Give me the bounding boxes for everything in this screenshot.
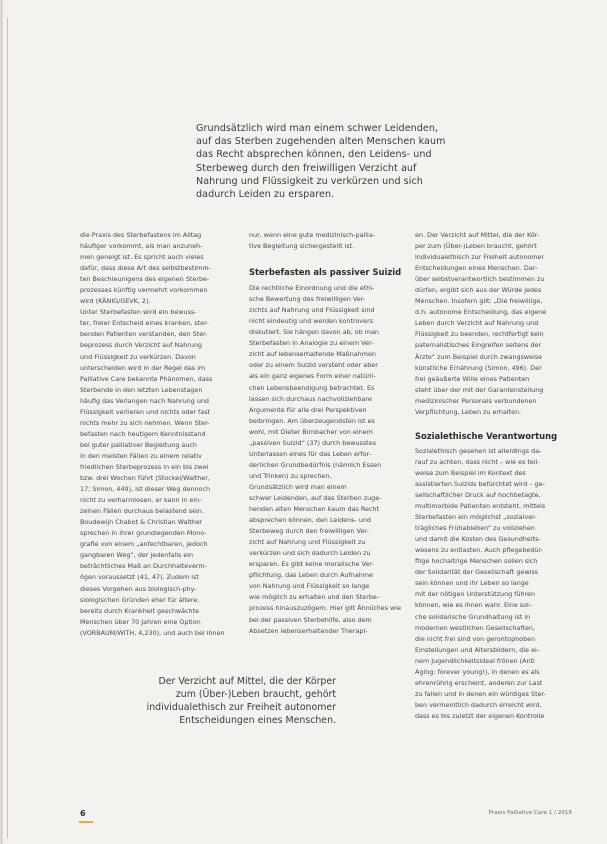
text-line: individualethisch zur Freiheit autonomer — [415, 253, 545, 262]
text-line: beibringen. Am überzeugendsten ist es — [249, 416, 375, 425]
text-line: mit der nötigen Unterstützung führen — [415, 590, 536, 599]
text-line: ten Beschleunigens des eigenen Sterbe- — [80, 275, 210, 284]
text-line: Sterbefasten ein möglichst „sozialver- — [415, 513, 537, 522]
text-line: nicht eindeutig und werden kontrovers — [249, 317, 374, 326]
text-line: dürfen, ergibt sich aus der Würde jedes — [415, 286, 542, 295]
section-heading-social-ethics: Sozialethische Verantwortung — [415, 430, 558, 441]
text-line: dass es bis zuletzt der eigenen Kontrolle — [415, 711, 545, 720]
text-line: ehrenrührig erscheint, anderen zur Last — [415, 678, 543, 687]
pull-quote-line: zum (Über-)Leben braucht, gehört — [175, 689, 336, 700]
text-line: weise zum Beispiel im Kontext des — [415, 468, 526, 477]
text-line: Sterbeweg durch den freiwilligen Ver- — [249, 527, 369, 536]
text-line: beprozess durch Verzicht auf Nahrung — [80, 341, 203, 350]
text-line: derlichen Grundbedürfnis (nämlich Essen — [249, 460, 382, 469]
text-line: gangbaren Weg“, der jedenfalls ein — [80, 551, 194, 560]
text-line: prozess hinauszuzögern. Hier gilt Ähnliches wie — [249, 604, 402, 613]
text-line: wohl, mit Dieter Birnbacher von einem — [249, 427, 373, 436]
text-line: nem Jugendlichkeitsideal frönen (Anti — [415, 656, 535, 665]
text-line: Menschen. Insofern gilt: „Die freiwillige, — [415, 297, 543, 306]
text-line: Ärzte“ zum Beispiel durch zwangsweise — [415, 352, 543, 361]
text-line: wesens zu entlasten. Auch pflegebedür- — [415, 546, 543, 555]
text-line: nicht zu verharmlosen, er kann in ein- — [80, 496, 202, 505]
text-line: henden alten Menschen kaum das Recht — [249, 505, 380, 514]
text-line: frei geäußerte Wille eines Patienten — [415, 374, 530, 383]
text-line: wird (KÄNIG/GEVK, 2). — [80, 297, 151, 306]
text-line: pflichtung, das Leben durch Aufnahme — [249, 571, 373, 580]
pull-quote-line: Entscheidungen eines Menschen. — [179, 715, 336, 726]
column-left — [80, 230, 232, 639]
text-line: d.h. autonome Entscheidung, das eigene — [415, 308, 547, 317]
text-line: ter, freier Entscheid eines kranken, ster- — [80, 319, 209, 328]
text-line: trägliches Frühableben“ zu vollziehen — [415, 524, 535, 533]
text-line: nur, wenn eine gute medizinisch-pallia- — [249, 231, 376, 239]
text-line: Einstellungen und Altersbildern, die ei- — [415, 645, 540, 654]
text-line: schwer Leidenden, auf das Sterben zuge- — [249, 493, 382, 502]
text-line: Die rechtliche Einordnung und die ethi- — [249, 284, 375, 293]
text-line: (VORBAUM/WITH, 4,230), und auch bei ihnen — [80, 628, 225, 637]
text-line: Verpflichtung, Leben zu erhalten. — [415, 407, 522, 416]
pull-quote-line: auf das Sterben zugehenden alten Menschen kaum — [196, 136, 446, 148]
text-line: sche Bewertung des freiwilligen Ver- — [249, 295, 366, 304]
text-line: zu fallen und in denen ein würdiges Ster- — [415, 689, 547, 698]
text-line: häufig das Verlangen nach Nahrung und — [80, 396, 209, 405]
text-line: Unter Sterbefasten wird ein bewuss- — [80, 308, 197, 317]
pull-quote-line: Der Verzicht auf Mittel, die der Körper — [158, 676, 336, 687]
text-line: zichts auf Nahrung und Flüssigkeit sind — [249, 306, 375, 315]
text-line: sellschaftlicher Druck auf hochbetagte, — [415, 490, 541, 499]
text-line: der Solidarität der Gesellschaft gewiss — [415, 568, 538, 577]
text-line: men geneigt ist. Es spricht auch vieles — [80, 253, 204, 262]
text-line: Grundsätzlich wird man einem — [249, 482, 347, 491]
pull-quote-line: dadurch Leiden zu ersparen. — [196, 189, 335, 201]
text-line: in den meisten Fällen zu einem relativ — [80, 451, 202, 460]
col3-body — [415, 446, 570, 722]
text-line: tive Begleitung sichergestellt ist. — [249, 242, 355, 251]
text-line: bei guter palliativer Begleitung auch — [80, 440, 197, 449]
text-line: befasten nach heutigem Kenntnisstand — [80, 429, 206, 438]
pull-quote-bottom — [96, 675, 336, 727]
text-line: dafür, dass diese Art des selbstbestimm- — [80, 264, 211, 273]
text-line: verkürzen und sich dadurch Leiden zu — [249, 549, 371, 558]
text-line: oder zu einem Suizid versteht oder aber — [249, 361, 378, 370]
text-line: Argumente für alle drei Perspektiven — [249, 405, 367, 414]
text-line: ftige hochaltrige Menschen sollen sich — [415, 557, 538, 566]
col2-body — [249, 283, 404, 637]
pull-quote-line: Sterbeweg durch den freiwilligen Verzicht auf — [196, 162, 417, 174]
text-line: Sterbende in den letzten Lebenstagen — [80, 385, 203, 394]
text-line: prozesses künftig vermehrt vorkommen — [80, 286, 208, 295]
section-heading-passive-suicide: Sterbefasten als passiver Suizid — [249, 267, 402, 278]
text-line: ben vermeintlich dadurch erreicht wird, — [415, 700, 542, 709]
text-line: Flüssigkeit zu beenden, rechtfertigt kein — [415, 330, 544, 339]
text-line: sprechen in ihrer grundlegenden Mono- — [80, 529, 207, 538]
text-line: unterscheiden wird in der Regel das im — [80, 363, 206, 372]
text-line: Sozialethisch gesehen ist allerdings da- — [415, 446, 542, 455]
pull-quote-top — [196, 122, 474, 201]
text-line: ersparen. Es gibt keine moralische Ver- — [249, 560, 374, 569]
text-line: per zum (Über-)Leben braucht, gehört — [415, 242, 537, 251]
text-line: und Trinken) zu sprechen. — [249, 471, 332, 480]
text-line: „passiven Suizid“ (37) durch bewusstes — [249, 438, 376, 447]
text-line: über selbstverantwortlich bestimmen zu — [415, 275, 545, 284]
text-line: assistierten Suizids befürchtet wird – ge- — [415, 479, 545, 488]
text-line: als ein ganz eigenes Form einer natürli- — [249, 372, 376, 381]
text-line: beträchtliches Maß an Durchhalteverm- — [80, 562, 207, 571]
text-line: und damit die Kosten des Gesundheits- — [415, 535, 541, 544]
text-line: dieses Vorgehen aus biologisch-phy- — [80, 584, 197, 593]
text-line: Aging: forever young!), in denen es als — [415, 667, 540, 676]
accent-line — [7, 18, 8, 838]
text-line: 17; Simon, 449), ist dieser Weg dennoch — [80, 485, 211, 494]
text-line: modernen westlichen Gesellschaften, — [415, 623, 535, 632]
folio-rule — [79, 821, 93, 823]
column-middle — [249, 230, 404, 637]
text-line: friedlichen Sterbeprozess in ein bis zwei — [80, 462, 209, 471]
text-line: zelnen Fällen durchaus belastend sein. — [80, 507, 204, 516]
text-line: Menschen über 70 Jahren eine Option — [80, 617, 201, 626]
footer-publication: Praxis Palliative Care 1 / 2018 — [488, 810, 572, 816]
text-line: siologischen Gründen eher für ältere, — [80, 595, 200, 604]
pull-quote-line: Grundsätzlich wird man einem schwer Leidenden, — [196, 123, 439, 134]
page-number: 6 — [80, 809, 86, 818]
text-line: Entscheidungen eines Menschen. Dar- — [415, 264, 538, 273]
text-line: können, wie es ihnen wahr. Eine sol- — [415, 601, 532, 610]
text-line: steht über der mit der Garantenstellung — [415, 385, 544, 394]
text-line: benden Patienten verstanden, den Ster- — [80, 330, 208, 339]
text-line: lassen sich durchaus nachvollziehbare — [249, 394, 372, 403]
text-line: sein können und ihr Leben so lange — [415, 579, 529, 588]
pull-quote-line: das Recht absprechen können, den Leidens- und — [196, 149, 432, 161]
text-line: zicht auf lebenserhaltende Maßnahmen — [249, 350, 376, 359]
text-line: Palliative Care bekannte Phänomen, dass — [80, 374, 213, 383]
text-line: Boudewijn Chabot & Christian Walther — [80, 518, 203, 527]
text-line: chen Lebensbeendigung betrachtet. Es — [249, 383, 375, 392]
text-line: grafie von einem „anfechtbaren, jedoch — [80, 540, 208, 549]
text-line: häufiger vorkommt, als man anzuneh- — [80, 242, 203, 251]
text-line: und Flüssigkeit zu verkürzen. Davon — [80, 352, 196, 361]
text-line: von Nahrung und Flüssigkeit so lange — [249, 582, 370, 591]
text-line: nichts mehr zu sich nehmen. Wenn Ster- — [80, 418, 210, 427]
text-line: künstliche Ernährung (Simon, 496). Der — [415, 363, 542, 372]
col3-intro — [415, 230, 570, 418]
pull-quote-line: Nahrung und Flüssigkeit zu verkürzen und sich — [196, 175, 423, 187]
text-line: multimorbide Patienten entsteht, mittels — [415, 502, 546, 511]
text-line: Sterbefasten in Analogie zu einem Ver- — [249, 339, 374, 348]
pull-quote-line: individualethisch zur Freiheit autonomer — [146, 702, 336, 713]
text-line: diskutiert. Sie hängen davon ab, ob man — [249, 328, 379, 337]
page-edge — [0, 0, 3, 844]
column-right — [415, 230, 570, 722]
text-line: Flüssigkeit verlieren und nichts oder fast — [80, 407, 211, 416]
text-line: bei der passiven Sterbehilfe, also dem — [249, 615, 372, 624]
text-line: en. Der Verzicht auf Mittel, die der Kör- — [415, 231, 540, 239]
text-line: rauf zu achten, dass nicht – wie es teil- — [415, 457, 540, 466]
text-line: absprechen können, den Leidens- und — [249, 516, 371, 525]
text-line: die nicht frei sind von gerontophoben — [415, 634, 536, 643]
text-line: Absetzen lebenserhaltender Therapi- — [249, 626, 368, 635]
text-line: Unterlassen eines für das Leben erfor- — [249, 449, 372, 458]
text-line: Leben durch Verzicht auf Nahrung und — [415, 319, 539, 328]
text-line: wie möglich zu erhalten und den Sterbe- — [249, 593, 380, 602]
text-line: che solidarische Grundhaltung ist in — [415, 612, 531, 621]
text-line: bzw. drei Wochen führt (Stockel/Walther, — [80, 474, 210, 483]
text-line: paternalistisches Eingreifen seitens der — [415, 341, 542, 350]
text-line: ögen voraussetzt (41, 47). Zudem ist — [80, 573, 199, 582]
text-line: bereits durch Krankheit geschwächte — [80, 606, 200, 615]
text-line: zicht auf Nahrung und Flüssigkeit zu — [249, 538, 366, 547]
text-line: medizinischer Personals verbundenen — [415, 396, 537, 405]
text-line: die Praxis des Sterbefastens im Alltag — [80, 231, 202, 239]
col2-intro — [249, 230, 404, 252]
